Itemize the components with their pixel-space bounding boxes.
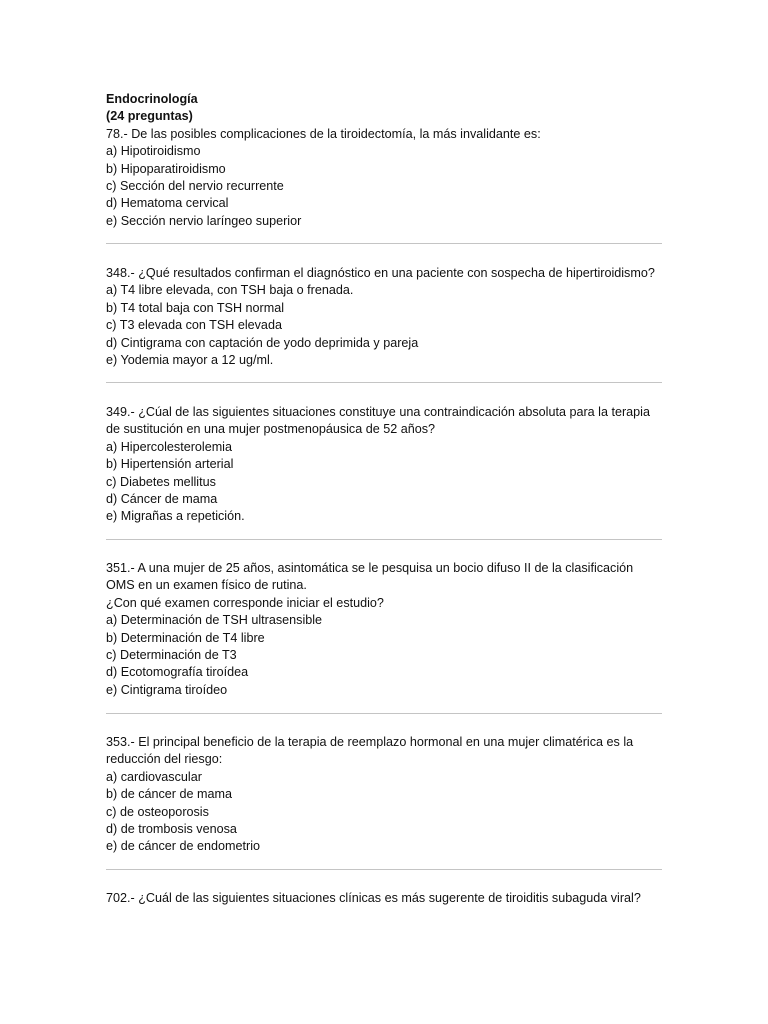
question-block-78 xyxy=(106,91,662,230)
answer-option: c) Determinación de T3 xyxy=(106,648,237,663)
answer-option: a) T4 libre elevada, con TSH baja o frenada. xyxy=(106,283,354,298)
answer-option: d) Ecotomografía tiroídea xyxy=(106,665,249,680)
question-stem: OMS en un examen físico de rutina. xyxy=(106,578,307,593)
question-stem: ¿Con qué examen corresponde iniciar el estudio? xyxy=(106,595,384,610)
answer-option: c) de osteoporosis xyxy=(106,804,209,819)
question-stem: 351.- A una mujer de 25 años, asintomática se le pesquisa un bocio difuso II de la clasificación xyxy=(106,561,634,575)
answer-option: c) Sección del nervio recurrente xyxy=(106,179,284,194)
answer-option: b) Determinación de T4 libre xyxy=(106,630,265,645)
divider xyxy=(106,713,662,714)
answer-option: b) de cáncer de mama xyxy=(106,787,232,802)
question-stem: reducción del riesgo: xyxy=(106,752,223,767)
section-subtitle: (24 preguntas) xyxy=(106,109,193,124)
answer-option: d) Hematoma cervical xyxy=(106,196,229,211)
answer-option: b) Hipoparatiroidismo xyxy=(106,161,226,176)
answer-option: d) Cintigrama con captación de yodo deprimida y pareja xyxy=(106,335,419,350)
answer-option: a) Determinación de TSH ultrasensible xyxy=(106,613,323,628)
section-title: Endocrinología xyxy=(106,92,198,106)
answer-option: e) Yodemia mayor a 12 ug/ml. xyxy=(106,353,274,368)
question-block-349 xyxy=(106,404,662,526)
answer-option: e) de cáncer de endometrio xyxy=(106,839,261,854)
answer-option: b) T4 total baja con TSH normal xyxy=(106,300,285,315)
question-block-353 xyxy=(106,734,662,856)
answer-option: d) de trombosis venosa xyxy=(106,822,237,837)
answer-option: a) cardiovascular xyxy=(106,769,202,784)
answer-option: e) Sección nervio laríngeo superior xyxy=(106,213,302,228)
question-block-351 xyxy=(106,560,662,699)
divider xyxy=(106,382,662,383)
question-stem: de sustitución en una mujer postmenopáusica de 52 años? xyxy=(106,422,436,437)
question-stem: 702.- ¿Cuál de las siguientes situaciones clínicas es más sugerente de tiroiditis subaguda viral? xyxy=(106,891,641,905)
answer-option: d) Cáncer de mama xyxy=(106,492,218,507)
question-block-702 xyxy=(106,890,662,907)
answer-option: e) Migrañas a repetición. xyxy=(106,509,245,524)
answer-option: c) Diabetes mellitus xyxy=(106,474,216,489)
divider xyxy=(106,243,662,244)
question-stem: 78.- De las posibles complicaciones de la tiroidectomía, la más invalidante es: xyxy=(106,126,541,141)
answer-option: c) T3 elevada con TSH elevada xyxy=(106,318,282,333)
question-stem: 348.- ¿Qué resultados confirman el diagnóstico en una paciente con sospecha de hipertiroidismo? xyxy=(106,266,655,280)
answer-option: a) Hipotiroidismo xyxy=(106,144,201,159)
question-stem: 349.- ¿Cúal de las siguientes situaciones constituye una contraindicación absoluta para la terapia xyxy=(106,405,650,419)
question-stem: 353.- El principal beneficio de la terapia de reemplazo hormonal en una mujer climatérica es la xyxy=(106,735,634,749)
answer-option: a) Hipercolesterolemia xyxy=(106,439,232,454)
question-block-348 xyxy=(106,265,662,369)
answer-option: e) Cintigrama tiroídeo xyxy=(106,682,228,697)
answer-option: b) Hipertensión arterial xyxy=(106,457,234,472)
divider xyxy=(106,869,662,870)
divider xyxy=(106,539,662,540)
